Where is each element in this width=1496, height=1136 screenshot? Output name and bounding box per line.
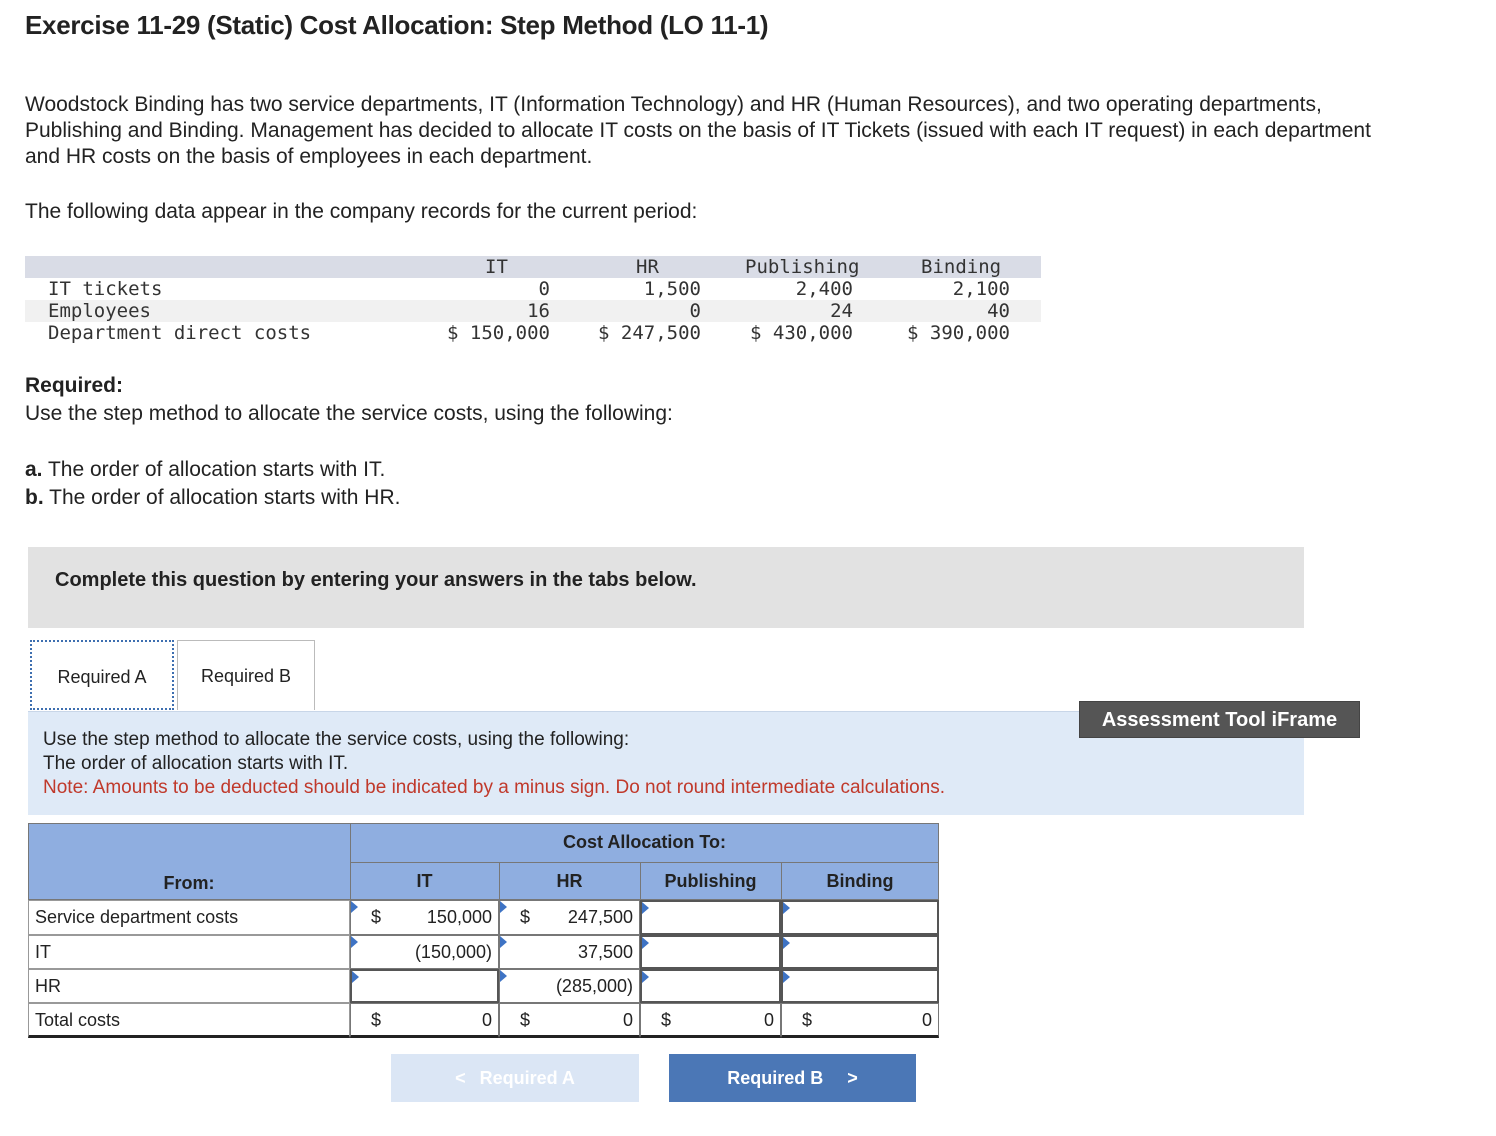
data-table [25,256,1041,344]
column-header-it: IT [416,871,433,891]
cost-allocation-header: Cost Allocation To: [563,832,726,852]
flag-icon [783,902,790,914]
input-hr-hr[interactable] [499,969,640,1003]
dollar-sign: $ [520,1010,531,1030]
flag-icon [642,971,649,983]
cell-value: 37,500 [577,942,633,962]
option-letter: b. [25,486,44,509]
dollar-sign: $ [371,907,382,927]
row-label-hr: HR [28,969,350,1003]
input-service-binding[interactable] [781,900,939,935]
option-text: The order of allocation starts with HR. [49,486,401,509]
option-text: The order of allocation starts with IT. [47,458,386,481]
from-header: From: [163,873,215,893]
input-service-it[interactable] [350,900,499,935]
cell-value: 247,500 [567,907,633,927]
cell: 1,500 [643,278,701,300]
banner-text: Complete this question by entering your answers in the tabs below. [55,569,697,591]
row-label-service-department-costs: Service department costs [28,900,350,935]
flag-icon [642,937,649,949]
cell-value: 150,000 [426,907,492,927]
table-row [25,300,1041,322]
cell: 0 [538,278,550,300]
flag-icon [500,936,507,948]
col-header-it: IT [485,256,508,278]
dollar-sign: $ [371,1010,382,1030]
header-divider [350,862,939,863]
col-header-binding: Binding [921,256,1002,278]
option-letter: a. [25,458,43,481]
data-table-header [25,256,1041,278]
chevron-left-icon: < [455,1068,466,1088]
prev-required-a-button[interactable] [391,1054,639,1102]
cell: $ 390,000 [907,322,1010,344]
input-it-publishing[interactable] [640,935,781,969]
cell-value: (285,000) [555,976,633,996]
total-publishing [640,1003,781,1038]
input-service-publishing[interactable] [640,900,781,935]
prev-button-label: Required A [479,1068,575,1088]
cell: 16 [527,300,550,322]
dollar-sign: $ [802,1010,813,1030]
dollar-sign: $ [661,1010,672,1030]
input-it-binding[interactable] [781,935,939,969]
tab-required-a[interactable]: Required A [30,640,174,710]
input-hr-publishing[interactable] [640,969,781,1003]
dollar-sign: $ [520,907,531,927]
column-header-hr: HR [556,871,583,891]
cell: $ 150,000 [447,322,550,344]
total-it [350,1003,499,1038]
column-header-publishing: Publishing [664,871,757,891]
input-hr-binding[interactable] [781,969,939,1003]
instruction-line: The order of allocation starts with IT. [43,753,349,774]
header-divider [350,823,939,824]
intro-paragraph: Woodstock Binding has two service departments, IT (Information Technology) and HR (Human Resources), and two operating departments, Publishing and Binding. Management has decided to allocate IT costs on the basis of IT Tickets (issued with each IT request) in each department and HR costs on the basis of employees in each department. [25,93,1371,168]
column-header-binding: Binding [826,871,894,891]
required-text: Use the step method to allocate the service costs, using the following: [25,402,673,425]
option-a [25,458,385,482]
input-it-hr[interactable] [499,935,640,969]
row-label-total-costs: Total costs [28,1003,350,1038]
cell: 40 [987,300,1010,322]
row-label-it: IT [28,935,350,969]
flag-icon [500,970,507,982]
total-binding [781,1003,939,1038]
input-service-hr[interactable] [499,900,640,935]
row-label: Employees [48,300,151,322]
input-hr-it[interactable] [350,969,499,1003]
cell-value: (150,000) [414,942,492,962]
col-header-publishing: Publishing [745,256,860,278]
cell-value: 0 [481,1010,492,1030]
row-label: IT tickets [48,278,163,300]
cell: $ 430,000 [750,322,853,344]
next-required-b-button[interactable] [669,1054,916,1102]
flag-icon [642,902,649,914]
flag-icon [783,937,790,949]
instruction-line: Use the step method to allocate the service costs, using the following: [43,729,630,750]
flag-icon [351,936,358,948]
col-header-hr: HR [636,256,659,278]
flag-icon [500,901,507,913]
page-title: Exercise 11-29 (Static) Cost Allocation: Step Method (LO 11-1) [25,10,769,40]
flag-icon [351,901,358,913]
instruction-banner [28,547,1304,628]
chevron-right-icon: > [847,1068,858,1088]
flag-icon [352,971,359,983]
table-row [25,322,1041,344]
cell: 24 [830,300,853,322]
cell: $ 247,500 [598,322,701,344]
row-label: Department direct costs [48,322,312,344]
assessment-tool-badge: Assessment Tool iFrame [1079,701,1360,738]
input-it-it[interactable] [350,935,499,969]
next-button-label: Required B [727,1068,824,1088]
total-hr [499,1003,640,1038]
cell-value: 0 [763,1010,774,1030]
instruction-note: Note: Amounts to be deducted should be indicated by a minus sign. Do not round intermediate calculations. [43,777,945,798]
flag-icon [783,971,790,983]
cell-value: 0 [622,1010,633,1030]
cell: 2,400 [795,278,853,300]
option-b [25,486,400,510]
cell: 0 [689,300,701,322]
lead-text: The following data appear in the company records for the current period: [25,200,698,223]
cell: 2,100 [952,278,1010,300]
required-heading: Required: [25,374,124,397]
tab-required-b[interactable]: Required B [177,640,315,710]
cell-value: 0 [921,1010,932,1030]
table-row [25,278,1041,300]
